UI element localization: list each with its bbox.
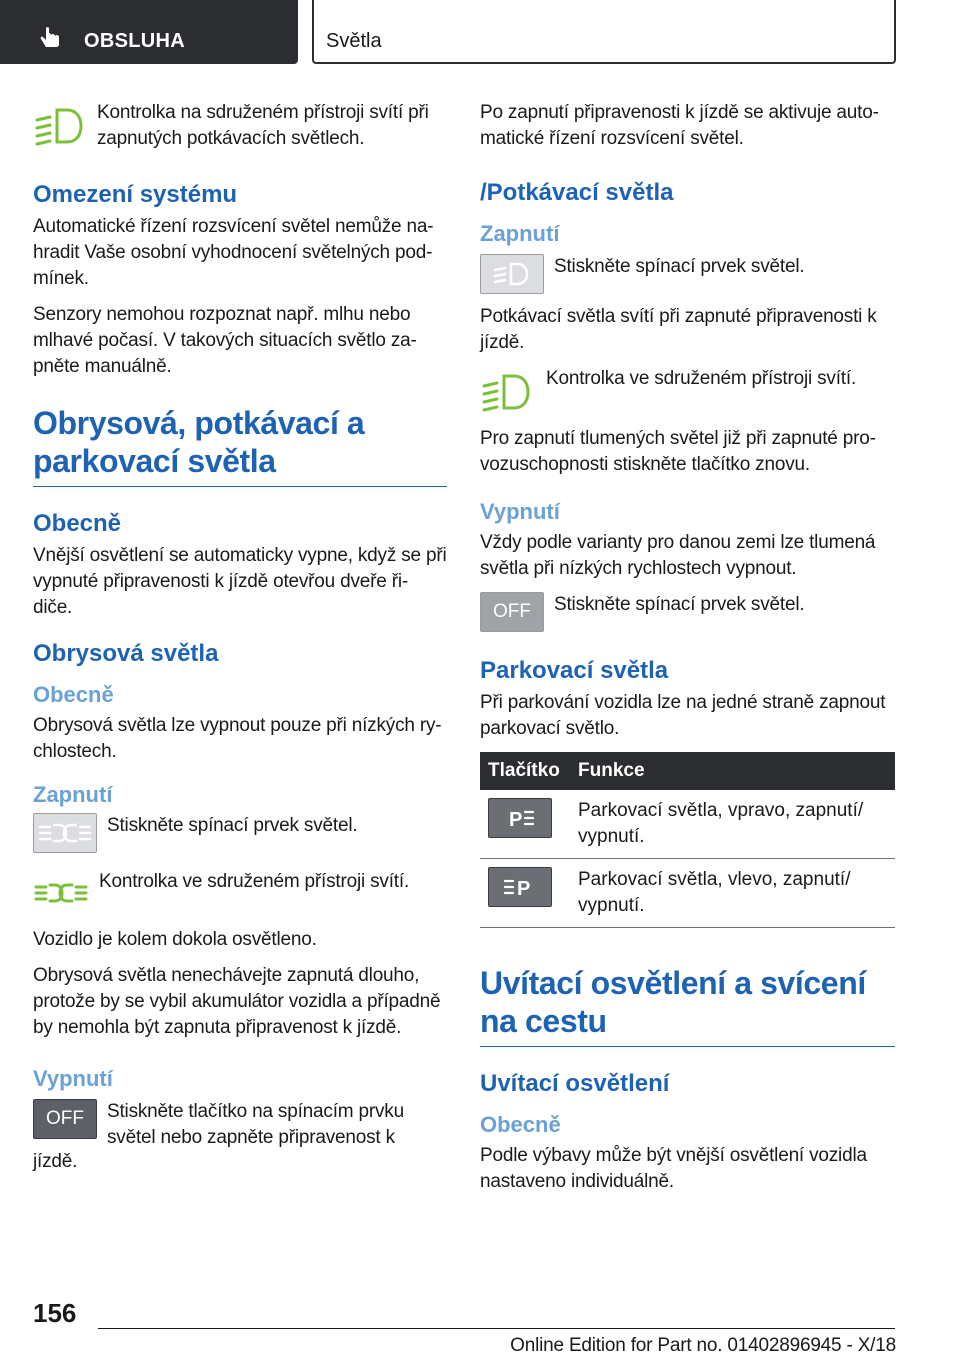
page-number: 156	[33, 1298, 77, 1328]
heading-welcome: Uvítací osvětlení a svícení na cestu	[480, 964, 895, 1047]
off-button-label: OFF	[46, 1108, 84, 1129]
parking-left-text: Parkovací světla, vlevo, zapnutí/ vypnutí.	[570, 859, 895, 928]
table-header-button: Tlačítko	[480, 752, 570, 790]
general-text: Vnější osvětlení se automaticky vypne, když se při vypnuté připravenosti k jízdě otevřou dveře ři-diče.	[33, 545, 447, 618]
low-off-press-text: Stiskněte spínací prvek světel.	[554, 594, 805, 615]
side-off-row	[33, 1099, 447, 1151]
side-general-text: Obrysová světla lze vypnout pouze při nízkých ry-chlostech.	[33, 715, 442, 762]
side-on-press-text: Stiskněte spínací prvek světel.	[107, 815, 358, 836]
side-light-indicator-icon	[33, 865, 89, 905]
parking-right-button[interactable]	[488, 798, 552, 838]
auto-control-text: Po zapnutí připravenosti k jízdě se aktivuje auto-matické řízení rozsvícení světel.	[480, 102, 879, 149]
footer-rule	[98, 1328, 895, 1329]
side-light-icon	[37, 818, 93, 848]
low-off-text: Vždy podle varianty pro danou zemi lze tlumená světla při nízkých rychlostech vypnout.	[480, 532, 876, 579]
low-off-button[interactable]	[480, 592, 544, 632]
parking-table	[480, 752, 895, 928]
parking-light-right-icon	[500, 803, 540, 833]
low-indicator-text: Kontrolka ve sdruženém přístroji svítí.	[546, 368, 857, 389]
side-indicator-row	[33, 865, 447, 905]
parking-left-button[interactable]	[488, 867, 552, 907]
side-light-button[interactable]	[33, 813, 97, 853]
heading-welcome-light: Uvítací osvětlení	[480, 1070, 670, 1097]
heading-lights: Obrysová, potkávací a parkovací světla	[33, 404, 447, 487]
heading-low-on: Zapnutí	[480, 221, 560, 246]
system-limits-p2: Senzory nemohou rozpoznat např. mlhu nebo mlhavé počasí. V takových situacích světlo za-pněte manuálně.	[33, 304, 417, 377]
side-indicator-text: Kontrolka ve sdruženém přístroji svítí.	[99, 871, 410, 892]
table-row	[480, 859, 895, 928]
svg-text:P: P	[517, 878, 531, 900]
low-p2: Pro zapnutí tlumených světel již při zapnuté pro-vozuschopnosti stiskněte tlačítko znovu.	[480, 428, 876, 475]
indicator-row-low	[33, 100, 447, 152]
heading-parking: Parkovací světla	[480, 657, 669, 684]
low-indicator-row	[480, 366, 895, 416]
heading-system-limits: Omezení systému	[33, 181, 238, 208]
low-beam-indicator-icon-2	[480, 366, 536, 416]
welcome-text: Podle výbavy může být vnější osvětlení vozidla nastaveno individuálně.	[480, 1145, 867, 1192]
side-off-text-cont: jízdě.	[33, 1151, 78, 1172]
heading-low-beam: /Potkávací světla	[480, 179, 674, 206]
low-on-text: Potkávací světla svítí při zapnuté připravenosti k jízdě.	[480, 306, 877, 353]
low-beam-button[interactable]	[480, 254, 544, 294]
parking-text: Při parkování vozidla lze na jedné straně zapnout parkovací světlo.	[480, 692, 886, 739]
heading-switch-off: Vypnutí	[33, 1066, 113, 1091]
parking-light-left-icon	[500, 872, 540, 902]
heading-general: Obecně	[33, 510, 122, 537]
low-off-row	[480, 592, 895, 632]
hand-pointer-icon	[38, 26, 64, 52]
low-beam-icon	[492, 259, 532, 289]
side-on-p1: Vozidlo je kolem dokola osvětleno.	[33, 929, 317, 950]
svg-text:P: P	[509, 809, 523, 831]
table-header-function: Funkce	[570, 752, 895, 790]
side-on-p2: Obrysová světla nenechávejte zapnutá dlouho, protože by se vybil akumulátor vozidla a případně by nemohla být zapnuta připravenost k jízdě.	[33, 965, 441, 1038]
heading-side-lights: Obrysová světla	[33, 640, 219, 667]
low-on-press-text: Stiskněte spínací prvek světel.	[554, 256, 805, 277]
footer-edition: Online Edition for Part no. 01402896945 - X/18	[510, 1335, 896, 1356]
header-section-tab	[0, 0, 298, 64]
table-row	[480, 790, 895, 859]
indicator-low-text: Kontrolka na sdruženém přístroji svítí při zapnutých potkávacích světlech.	[97, 102, 429, 149]
header-chapter-tab	[312, 0, 896, 64]
left-column	[33, 100, 447, 1185]
low-off-button-label: OFF	[493, 601, 531, 622]
right-column	[480, 100, 895, 1205]
low-beam-indicator-icon	[33, 100, 87, 150]
side-off-text: Stiskněte tlačítko na spínacím prvku světel nebo zapněte připravenost k	[107, 1101, 404, 1148]
heading-switch-on: Zapnutí	[33, 782, 113, 807]
chapter-label: Světla	[326, 30, 382, 52]
side-light-button-row	[33, 813, 447, 853]
low-beam-button-row	[480, 254, 895, 294]
heading-low-off: Vypnutí	[480, 499, 560, 524]
heading-side-general: Obecně	[33, 682, 114, 707]
system-limits-p1: Automatické řízení rozsvícení světel nemůže na-hradit Vaše osobní vyhodnocení světelných pod-mínek.	[33, 216, 434, 289]
off-button[interactable]	[33, 1099, 97, 1139]
heading-welcome-general: Obecně	[480, 1112, 561, 1137]
section-label: OBSLUHA	[84, 30, 185, 52]
parking-right-text: Parkovací světla, vpravo, zapnutí/ vypnutí.	[570, 790, 895, 859]
